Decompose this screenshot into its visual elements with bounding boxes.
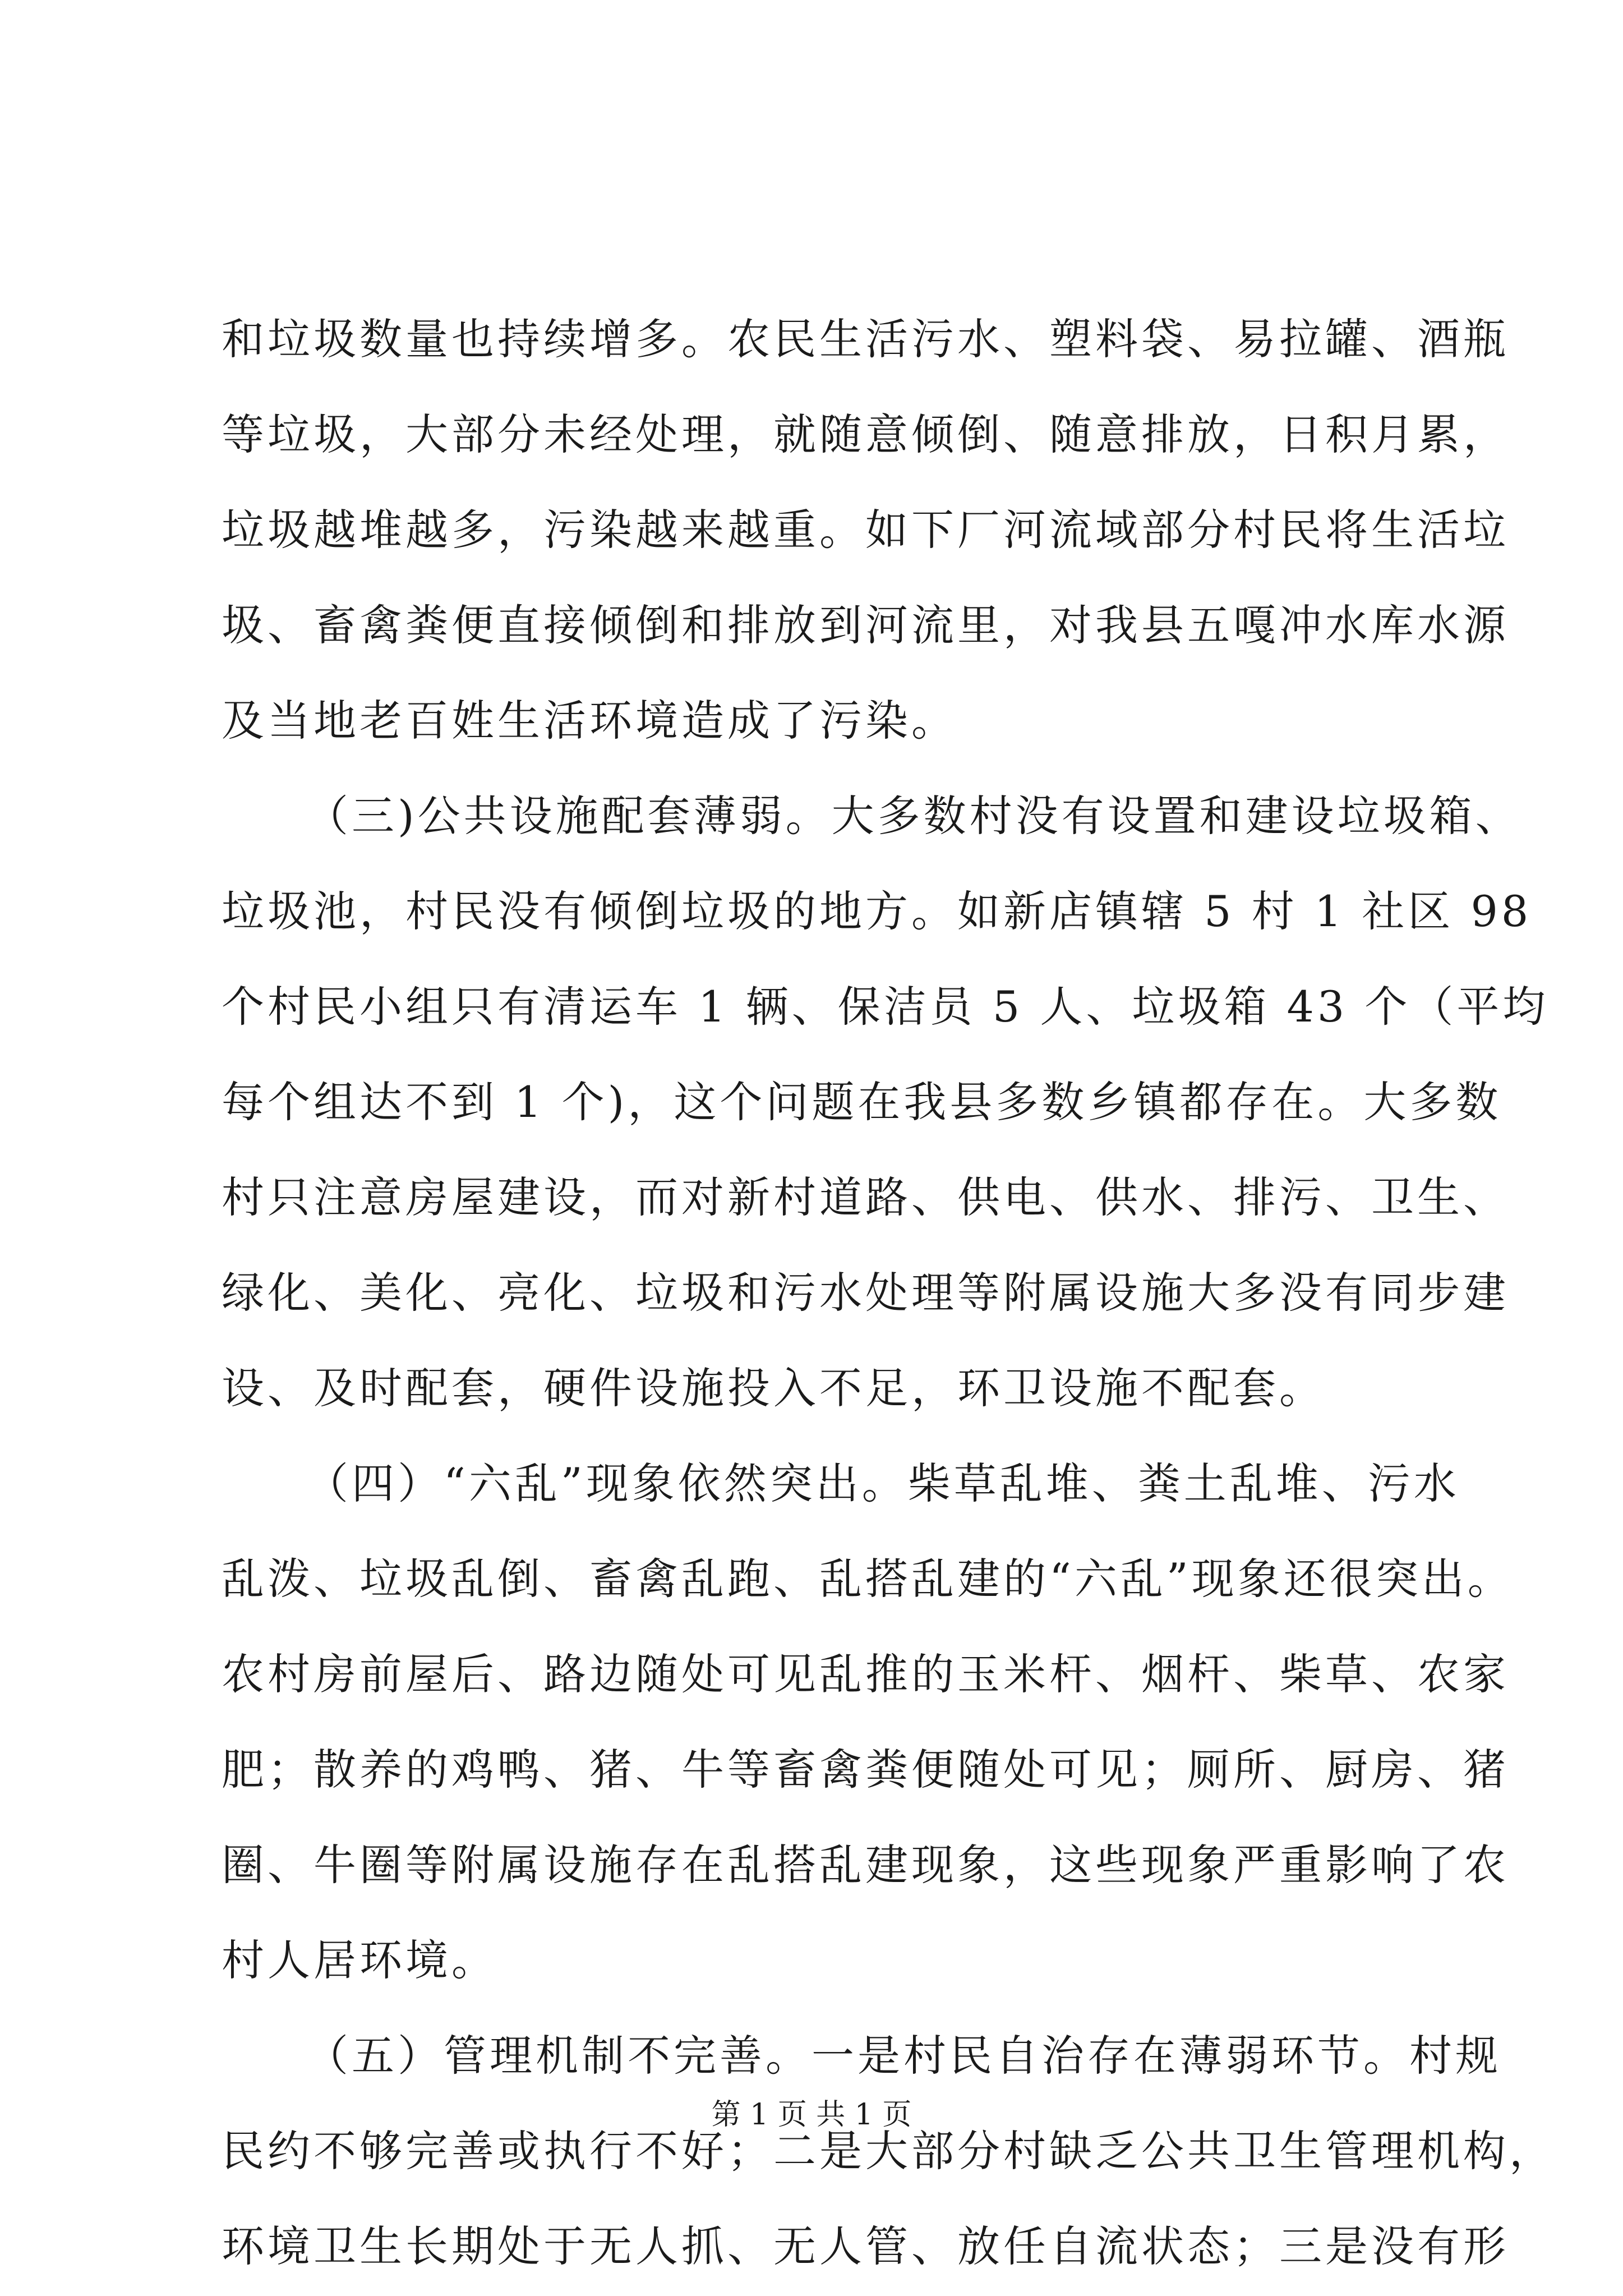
text-line: 农村房前屋后、路边随处可见乱推的玉米杆、烟杆、柴草、农家 bbox=[222, 1649, 1509, 1699]
text-line: 环境卫生长期处于无人抓、无人管、放任自流状态；三是没有形 bbox=[222, 2221, 1509, 2271]
text-line: 每个组达不到 1 个)，这个问题在我县多数乡镇都存在。大多数 bbox=[222, 1077, 1502, 1127]
text-line: 乱泼、垃圾乱倒、畜禽乱跑、乱搭乱建的“六乱”现象还很突出。 bbox=[222, 1554, 1514, 1604]
text-line: 个村民小组只有清运车 1 辆、保洁员 5 人、垃圾箱 43 个（平均 bbox=[222, 982, 1549, 1032]
text-line: 和垃圾数量也持续增多。农民生活污水、塑料袋、易拉罐、酒瓶 bbox=[222, 314, 1509, 364]
text-line: 等垃圾，大部分未经处理，就随意倾倒、随意排放，日积月累， bbox=[222, 409, 1509, 459]
section-heading-line: （五）管理机制不完善。一是村民自治存在薄弱环节。村规 bbox=[306, 2031, 1501, 2081]
text-line: 垃圾池，村民没有倾倒垃圾的地方。如新店镇辖 5 村 1 社区 98 bbox=[222, 886, 1532, 936]
text-line: 村人居环境。 bbox=[222, 1935, 497, 1985]
text-line: 垃圾越堆越多，污染越来越重。如下厂河流域部分村民将生活垃 bbox=[222, 505, 1509, 555]
text-line: 圈、牛圈等附属设施存在乱搭乱建现象，这些现象严重影响了农 bbox=[222, 1840, 1509, 1890]
text-line: 设、及时配套，硬件设施投入不足，环卫设施不配套。 bbox=[222, 1363, 1325, 1413]
text-line: 圾、畜禽粪便直接倾倒和排放到河流里，对我县五嘎冲水库水源 bbox=[222, 600, 1509, 650]
text-line: 民约不够完善或执行不好；二是大部分村缺乏公共卫生管理机构， bbox=[222, 2126, 1555, 2176]
document-body bbox=[222, 292, 1555, 2294]
section-heading-line: （三)公共设施配套薄弱。大多数村没有设置和建设垃圾箱、 bbox=[306, 791, 1521, 841]
text-line: 肥；散养的鸡鸭、猪、牛等畜禽粪便随处可见；厕所、厨房、猪 bbox=[222, 1745, 1509, 1795]
text-line: 及当地老百姓生活环境造成了污染。 bbox=[222, 696, 957, 746]
section-heading-line: （四）“六乱”现象依然突出。柴草乱堆、粪土乱堆、污水 bbox=[306, 1458, 1460, 1508]
text-line: 村只注意房屋建设，而对新村道路、供电、供水、排污、卫生、 bbox=[222, 1172, 1509, 1222]
page-footer: 第 1 页 共 1 页 bbox=[711, 2098, 912, 2132]
text-line: 绿化、美化、亮化、垃圾和污水处理等附属设施大多没有同步建 bbox=[222, 1268, 1509, 1318]
